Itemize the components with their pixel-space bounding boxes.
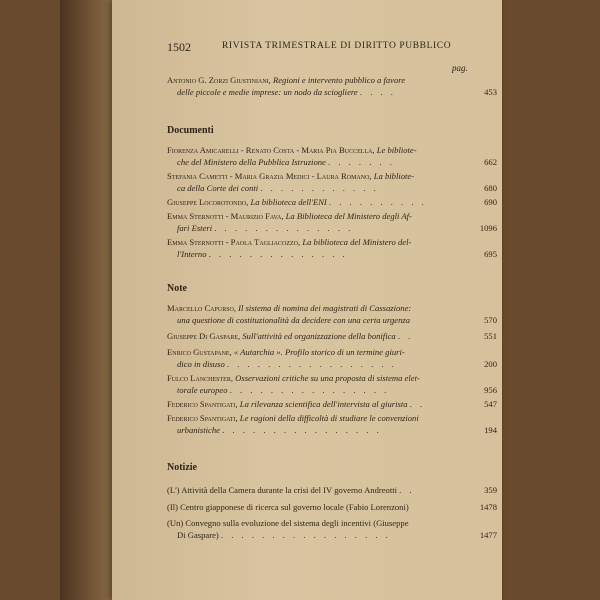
- toc-entry: Federico Spantigati, La rilevanza scientifica dell'intervista al giurista . . 547: [167, 399, 497, 409]
- entry-page: 680: [484, 183, 497, 193]
- toc-entry: Antonio G. Zorzi Giustiniani, Regioni e intervento pubblico a favore delle piccole e medie imprese: un nodo da sciogliere . . . . 453: [167, 75, 497, 97]
- entry-page: 200: [484, 359, 497, 369]
- entry-page: 570: [484, 315, 497, 325]
- entry-page: 359: [484, 485, 497, 495]
- toc-entry: (Il) Centro giapponese di ricerca sul governo locale (Fabio Lorenzoni) 1478: [167, 502, 497, 512]
- running-title: RIVISTA TRIMESTRALE DI DIRITTO PUBBLICO: [222, 41, 452, 51]
- toc-entry: Fiorenza Amicarelli - Renato Costa - Maria Pia Buccella, Le bibliote- che del Ministero della Pubblica Istruzione . . . . . . . 662: [167, 145, 497, 167]
- toc-entry: Emma Sternotti - Maurizio Fava, La Biblioteca del Ministero degli Af- fari Esteri . . . . . . . . . . . . . . 1096: [167, 211, 497, 233]
- toc-entry: (Un) Convegno sulla evoluzione del sistema degli incentivi (Giuseppe Di Gaspare) . . . . . . . . . . . . . . . . . 1477: [167, 518, 497, 540]
- entry-page: 551: [484, 331, 497, 341]
- toc-entry: Giuseppe Locorotondo, La biblioteca dell'ENI . . . . . . . . . . 690: [167, 197, 497, 207]
- toc-entry: Fulco Lanchester, Osservazioni critiche su una proposta di sistema elet- torale europeo . . . . . . . . . . . . . . . . 956: [167, 373, 497, 395]
- toc-entry: Federico Spantigati, Le ragioni della difficoltà di studiare le convenzioni urbanistiche . . . . . . . . . . . . . . . . 194: [167, 413, 497, 435]
- entry-page: 547: [484, 399, 497, 409]
- book-gutter-shadow: [60, 0, 112, 600]
- entry-page: 194: [484, 425, 497, 435]
- entry-page: 956: [484, 385, 497, 395]
- entry-page: 1096: [479, 223, 497, 233]
- entry-title-cont: delle piccole e medie imprese: un nodo da sciogliere: [177, 87, 358, 97]
- entry-page: 662: [484, 157, 497, 167]
- toc-entry: Enrico Gustapane, « Autarchia ». Profilo storico di un termine giuri- dico in disuso . . . . . . . . . . . . . . . . . 200: [167, 347, 497, 369]
- pag-label: pag.: [452, 63, 468, 73]
- book-page: [112, 0, 502, 600]
- entry-page: 695: [484, 249, 497, 259]
- entry-page: 690: [484, 197, 497, 207]
- toc-entry: Stefania Cametti - Maria Grazia Medici - Laura Romano, La bibliote- ca della Corte dei conti . . . . . . . . . . . . 680: [167, 171, 497, 193]
- section-heading-notizie: Notizie: [167, 462, 197, 473]
- section-heading-documenti: Documenti: [167, 125, 214, 136]
- toc-entry: Marcello Capurso, Il sistema di nomina dei magistrati di Cassazione: una questione di costituzionalità da decidere con una certa urgenza 570: [167, 303, 497, 325]
- entry-page: 1477: [479, 530, 497, 540]
- toc-entry: Giuseppe Di Gaspare, Sull'attività ed organizzazione della bonifica . . 551: [167, 331, 497, 341]
- toc-entry: Emma Sternotti - Paola Tagliacozzo, La biblioteca del Ministero del- l'Interno . . . . . . . . . . . . . . 695: [167, 237, 497, 259]
- entry-title: Regioni e intervento pubblico a favore: [272, 75, 406, 85]
- entry-page: 453: [484, 87, 497, 97]
- page-folio: 1502: [167, 40, 191, 54]
- entry-page: 1478: [479, 502, 497, 512]
- entry-author: Antonio G. Zorzi Giustiniani,: [167, 75, 271, 85]
- section-heading-note: Note: [167, 283, 187, 294]
- toc-entry: (L') Attività della Camera durante la crisi del IV governo Andreotti . . 359: [167, 485, 497, 495]
